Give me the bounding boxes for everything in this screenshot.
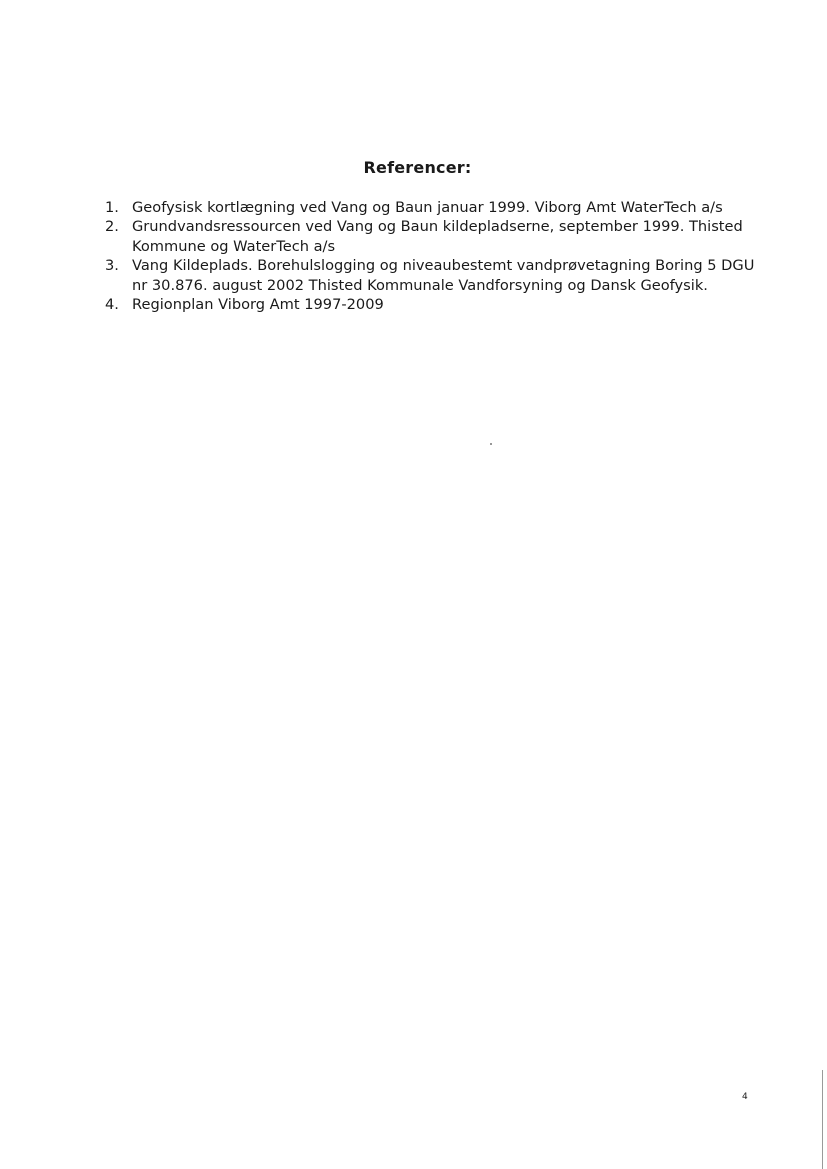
page-number: 4 <box>742 1092 748 1102</box>
reference-number: 1. <box>105 199 119 216</box>
reference-text: Geofysisk kortlægning ved Vang og Baun januar 1999. Viborg Amt WaterTech a/s <box>132 199 723 216</box>
reference-list <box>105 198 765 314</box>
reference-number: 2. <box>105 218 119 236</box>
list-item <box>105 256 765 295</box>
scan-edge-line <box>822 1070 823 1169</box>
list-item <box>105 198 765 217</box>
page-title: Referencer: <box>363 158 472 177</box>
reference-number: 3. <box>105 257 119 275</box>
reference-text: Grundvandsressourcen ved Vang og Baun kildepladserne, september 1999. Thisted Kommune og WaterTech a/s <box>132 218 743 255</box>
reference-text: Vang Kildeplads. Borehulslogging og niveaubestemt vandprøvetagning Boring 5 DGU nr 30.876. august 2002 Thisted Kommunale Vandforsyning og Dansk Geofysik. <box>132 257 755 294</box>
list-item <box>105 295 765 314</box>
reference-number: 4. <box>105 296 119 314</box>
scan-speck <box>490 443 492 445</box>
reference-text: Regionplan Viborg Amt 1997-2009 <box>132 296 384 314</box>
list-item <box>105 217 765 256</box>
